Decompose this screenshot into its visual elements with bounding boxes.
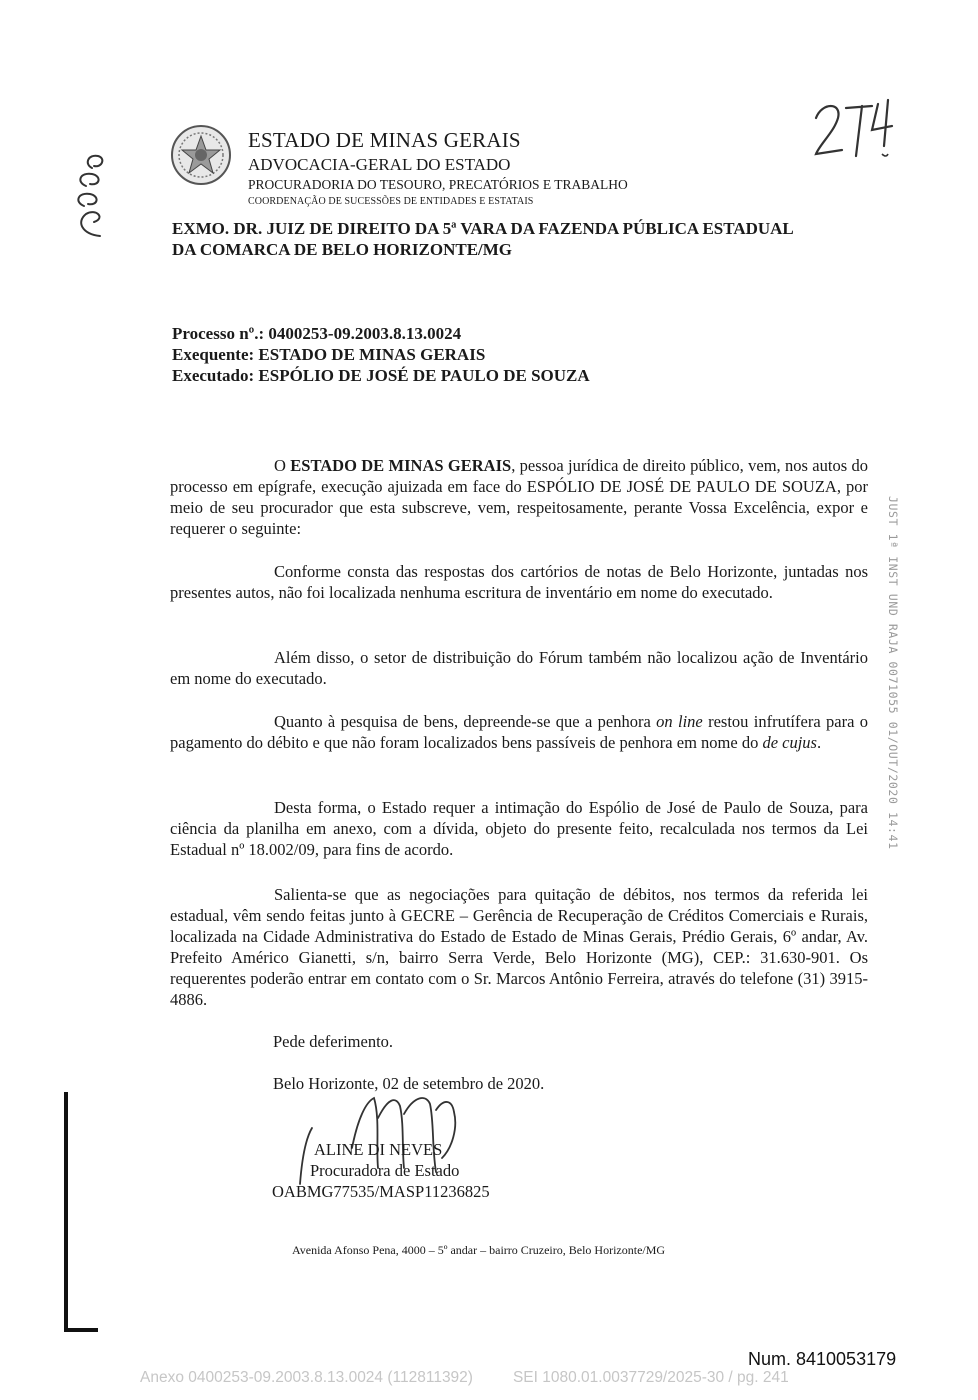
annex-footer: [140, 1369, 840, 1387]
scan-edge-foot: [64, 1328, 98, 1332]
intro-lead: O: [274, 456, 291, 475]
signatory-registration: OABMG77535/MASP11236825: [272, 1182, 490, 1201]
handwritten-margin-note: [62, 148, 122, 244]
protocol-stamp: JUST 1ª INST UND RAJA 0071055 01/OUT/2020 14:41: [886, 496, 900, 850]
footer-address: Avenida Afonso Pena, 4000 – 5º andar – bairro Cruzeiro, Belo Horizonte/MG: [292, 1243, 666, 1257]
scan-edge-line: [64, 1092, 68, 1332]
letterhead-agency: ADVOCACIA-GERAL DO ESTADO: [248, 155, 511, 174]
addressee-line-2: DA COMARCA DE BELO HORIZONTE/MG: [172, 240, 513, 259]
body-paragraph-registry: Conforme consta das respostas dos cartórios de notas de Belo Horizonte, juntadas nos presentes autos, não foi localizada nenhuma escritura de inventário em nome do executado.: [170, 562, 868, 602]
handwritten-page-number: [812, 96, 902, 166]
body-paragraph-request: Desta forma, o Estado requer a intimação do Espólio de José de Paulo de Souza, para ciência da planilha em anexo, com a dívida, objeto do presente feito, recalculada nos termos da Lei Estadual nº 18.002/09, para fins de acordo.: [170, 798, 868, 859]
signatory-block: [272, 1139, 490, 1202]
signatory-name: ALINE DI NEVES: [314, 1140, 443, 1159]
intro-rest: , pessoa jurídica de direito público, vem, nos autos do processo em epígrafe, execução ajuizada em face do ESPÓLIO DE JOSÉ DE PAULO DE SOUZA, por meio de seu procurador que esta subscreve, vem, respeitosamente, perante Vossa Excelência, expor e requerer o seguinte:: [170, 456, 868, 538]
sei-reference: SEI 1080.01.0037729/2025-30 / pg. 241: [512, 1369, 789, 1386]
assets-text-c: .: [816, 733, 822, 752]
document-number: Num. 8410053179: [748, 1349, 897, 1369]
intro-bold-party: ESTADO DE MINAS GERAIS: [290, 456, 512, 475]
letterhead-state: ESTADO DE MINAS GERAIS: [248, 128, 521, 152]
body-paragraph-assets: [170, 711, 868, 753]
assets-italic-de-cujus: de cujus: [762, 733, 817, 752]
state-seal-icon: [170, 124, 232, 186]
body-paragraph-intro: [170, 455, 868, 539]
assets-text-b: restou infrutífera para o pagamento do débito e que não foram localizados bens passíveis de penhora em nome do: [170, 712, 868, 752]
assets-italic-online: on line: [656, 712, 703, 731]
body-paragraph-negotiation: Salienta-se que as negociações para quitação de débitos, nos termos da referida lei estadual, vêm sendo feitas junto à GECRE – Gerência de Recuperação de Créditos Comerciais e Rurais, localizada na Cidade Administrativa do Estado de Estado de Minas Gerais, Prédio Gerais, 6º andar, Av. Prefeito Américo Gianetti, s/n, bairro Serra Verde, Belo Horizonte (MG), CEP.: 31.630-901. Os requerentes poderão entrar em contato com o Sr. Marcos Antônio Ferreira, através do telefone (31) 3915-4886.: [170, 885, 868, 1009]
addressee: [172, 218, 892, 260]
letterhead-coordination: COORDENAÇÃO DE SUCESSÕES DE ENTIDADES E ESTATAIS: [248, 196, 534, 207]
letterhead-department: PROCURADORIA DO TESOURO, PRECATÓRIOS E TRABALHO: [248, 177, 628, 192]
process-header: [172, 323, 590, 386]
signatory-title: Procuradora de Estado: [310, 1161, 460, 1180]
assets-text-a: Quanto à pesquisa de bens, depreende-se que a penhora: [274, 712, 657, 731]
body-paragraph-distribution: Além disso, o setor de distribuição do Fórum também não localizou ação de Inventário em nome do executado.: [170, 648, 868, 688]
addressee-line-1: EXMO. DR. JUIZ DE DIREITO DA 5ª VARA DA FAZENDA PÚBLICA ESTADUAL: [172, 219, 794, 238]
closing-place-date: Belo Horizonte, 02 de setembro de 2020.: [273, 1074, 545, 1093]
process-number: Processo nº.: 0400253-09.2003.8.13.0024: [172, 324, 462, 343]
annex-reference: Anexo 0400253-09.2003.8.13.0024 (112811392): [140, 1369, 473, 1386]
process-creditor: Exequente: ESTADO DE MINAS GERAIS: [172, 345, 486, 364]
closing-request: Pede deferimento.: [273, 1032, 394, 1051]
process-debtor: Executado: ESPÓLIO DE JOSÉ DE PAULO DE SOUZA: [172, 366, 590, 385]
